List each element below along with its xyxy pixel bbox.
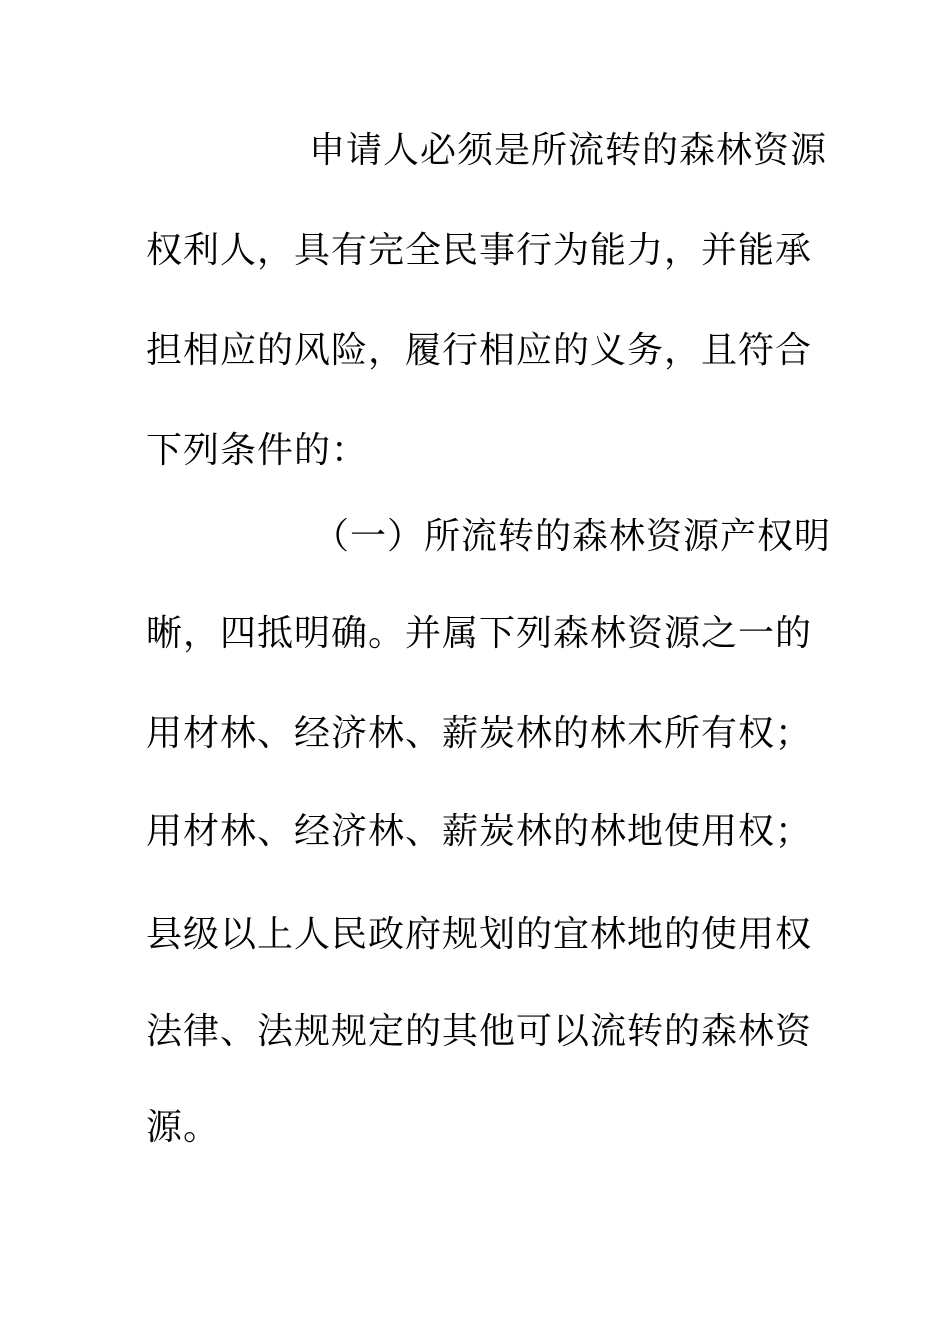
text-line: 申请人必须是所流转的森林资源 (309, 130, 828, 171)
text-line: 权利人，具有完全民事行为能力，并能承 (146, 230, 813, 271)
text-line: 法律、法规规定的其他可以流转的森林资 (146, 1011, 813, 1052)
text-line: 晰，四抵明确。并属下列森林资源之一的 (146, 613, 813, 654)
text-line: 用材林、经济林、薪炭林的林地使用权； (146, 811, 813, 852)
text-line: 县级以上人民政府规划的宜林地的使用权 (146, 914, 813, 955)
text-line: 下列条件的： (146, 430, 369, 471)
text-line: 源。 (146, 1107, 221, 1148)
text-line: 担相应的风险，履行相应的义务，且符合 (146, 330, 813, 371)
text-line: 用材林、经济林、薪炭林的林木所有权； (146, 713, 813, 754)
text-line: （一）所流转的森林资源产权明 (313, 516, 832, 557)
